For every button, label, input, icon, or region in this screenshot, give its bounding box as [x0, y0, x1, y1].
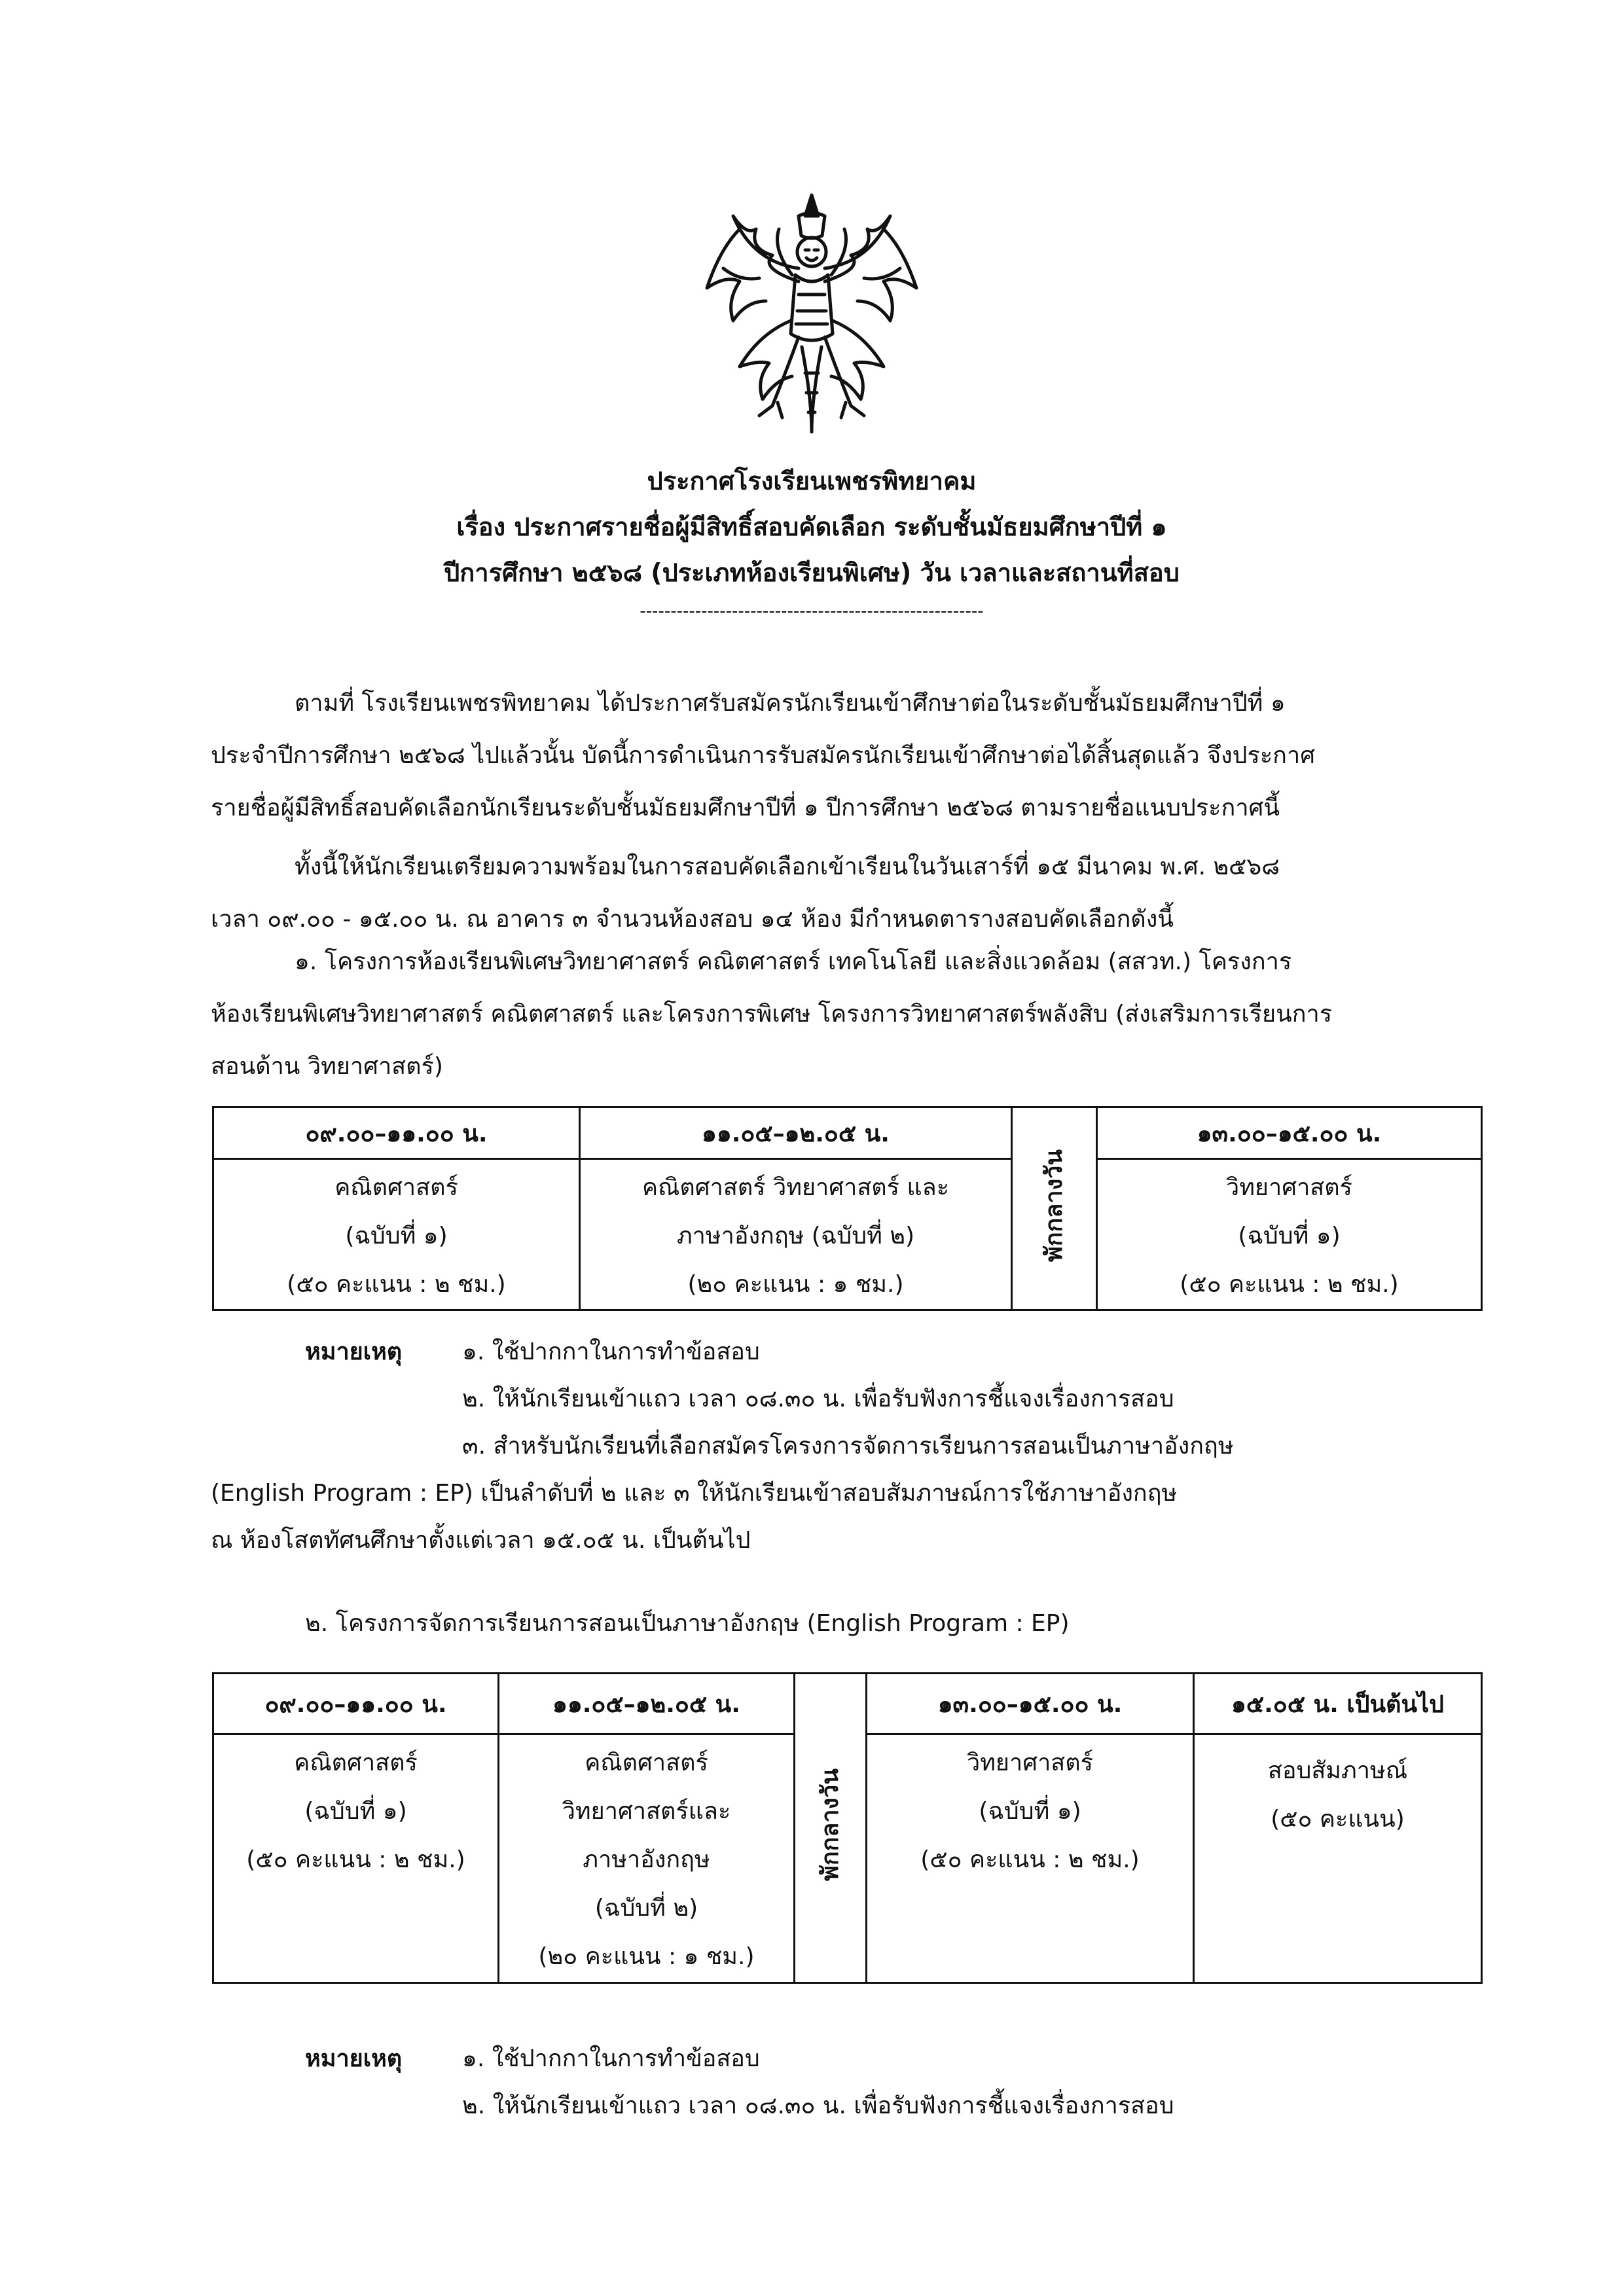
cell-line: (๒๐ คะแนน : ๑ ชม.): [538, 1943, 755, 1970]
paragraph-line: ตามที่ โรงเรียนเพชรพิทยาคม ได้ประกาศรับสมัครนักเรียนเข้าศึกษาต่อในระดับชั้นมัธยมศึกษาปีที่ ๑: [295, 690, 1286, 717]
garuda-emblem-icon: [694, 190, 929, 439]
table-cell: [867, 1734, 1194, 1983]
table-header: ๑๑.๐๕–๑๒.๐๕ น.: [580, 1107, 1012, 1159]
table-cell: [213, 1734, 499, 1983]
intro-paragraph-2: [211, 841, 1487, 946]
remark-item: ๓. สำหรับนักเรียนที่เลือกสมัครโครงการจัดการเรียนการสอนเป็นภาษาอังกฤษ: [462, 1433, 1234, 1460]
paragraph-line: สอนด้าน วิทยาศาสตร์): [211, 1053, 443, 1080]
program-1-description: [211, 936, 1487, 1093]
remark-item: ๑. ใช้ปากกาในการทำข้อสอบ: [462, 1338, 760, 1365]
cell-line: คณิตศาสตร์ วิทยาศาสตร์ และ: [641, 1174, 950, 1201]
table-header: ๑๓.๐๐–๑๕.๐๐ น.: [1097, 1107, 1482, 1159]
announcement-subject: เรื่อง ประกาศรายชื่อผู้มีสิทธิ์สอบคัดเลือก ระดับชั้นมัธยมศึกษาปีที่ ๑: [456, 512, 1167, 541]
table-cell: [580, 1159, 1012, 1310]
table-header: ๐๙.๐๐–๑๑.๐๐ น.: [213, 1674, 499, 1734]
paragraph-line: เวลา ๐๙.๐๐ - ๑๕.๐๐ น. ณ อาคาร ๓ จำนวนห้องสอบ ๑๔ ห้อง มีกำหนดตารางสอบคัดเลือกดังนี้: [211, 906, 1174, 933]
title-block: [196, 458, 1427, 624]
cell-line: (๒๐ คะแนน : ๑ ชม.): [687, 1271, 904, 1298]
announcement-title: ประกาศโรงเรียนเพชรพิทยาคม: [647, 467, 977, 495]
cell-line: (ฉบับที่ ๑): [979, 1798, 1081, 1825]
paragraph-line: ห้องเรียนพิเศษวิทยาศาสตร์ คณิตศาสตร์ และโครงการพิเศษ โครงการวิทยาศาสตร์พลังสิบ (ส่งเสริมการเรียนการ: [211, 1001, 1333, 1028]
cell-line: (๕๐ คะแนน : ๒ ชม.): [246, 1846, 465, 1873]
cell-line: (๕๐ คะแนน : ๒ ชม.): [920, 1846, 1140, 1873]
remarks-label: หมายเหตุ: [305, 1338, 403, 1365]
cell-line: (ฉบับที่ ๑): [345, 1223, 448, 1249]
cell-line: (๕๐ คะแนน : ๒ ชม.): [287, 1271, 506, 1298]
lunch-break-cell: [795, 1674, 867, 1983]
table-header: ๑๕.๐๕ น. เป็นต้นไป: [1194, 1674, 1482, 1734]
cell-line: (ฉบับที่ ๒): [594, 1895, 698, 1922]
remark-item: ๒. ให้นักเรียนเข้าแถว เวลา ๐๘.๓๐ น. เพื่อรับฟังการชี้แจงเรื่องการสอบ: [462, 2092, 1174, 2119]
intro-paragraph-1: [211, 677, 1487, 834]
remark-item: ๒. ให้นักเรียนเข้าแถว เวลา ๐๘.๓๐ น. เพื่อรับฟังการชี้แจงเรื่องการสอบ: [462, 1386, 1174, 1412]
remark-continuation: [211, 1470, 1177, 1564]
lunch-break-label: พักกลางวัน: [817, 1768, 844, 1882]
paragraph-line: ทั้งนี้ให้นักเรียนเตรียมความพร้อมในการสอบคัดเลือกเข้าเรียนในวันเสาร์ที่ ๑๕ มีนาคม พ.ศ. ๒๕๖๘: [295, 853, 1280, 880]
paragraph-line: ๑. โครงการห้องเรียนพิเศษวิทยาศาสตร์ คณิตศาสตร์ เทคโนโลยี และสิ่งแวดล้อม (สสวท.) โครงการ: [295, 948, 1292, 975]
cell-line: คณิตศาสตร์: [585, 1749, 708, 1776]
remarks-label: หมายเหตุ: [305, 2045, 403, 2072]
remarks-2: [305, 2036, 1174, 2130]
cell-line: วิทยาศาสตร์: [966, 1749, 1093, 1776]
remark-item: ๑. ใช้ปากกาในการทำข้อสอบ: [462, 2045, 760, 2072]
cell-line: (๕๐ คะแนน): [1271, 1806, 1405, 1833]
title-divider: --------------------------------------------------------: [640, 601, 984, 621]
paragraph-line: รายชื่อผู้มีสิทธิ์สอบคัดเลือกนักเรียนระดับชั้นมัธยมศึกษาปีที่ ๑ ปีการศึกษา ๒๕๖๘ ตามรายชื่อแนบประกาศนี้: [211, 795, 1280, 821]
remark-line: (English Program : EP) เป็นลำดับที่ ๒ และ ๓ ให้นักเรียนเข้าสอบสัมภาษณ์การใช้ภาษาอังกฤษ: [211, 1480, 1178, 1507]
announcement-subject-cont: ปีการศึกษา ๒๕๖๘ (ประเภทห้องเรียนพิเศษ) วัน เวลาและสถานที่สอบ: [444, 558, 1180, 587]
cell-line: คณิตศาสตร์: [334, 1174, 458, 1201]
table-cell: [499, 1734, 795, 1983]
remark-line: ณ ห้องโสตทัศนศึกษาตั้งแต่เวลา ๑๕.๐๕ น. เป็นต้นไป: [211, 1527, 751, 1554]
program-2-heading: ๒. โครงการจัดการเรียนการสอนเป็นภาษาอังกฤษ (English Program : EP): [305, 1610, 1070, 1637]
cell-line: (๕๐ คะแนน : ๒ ชม.): [1180, 1271, 1399, 1298]
cell-line: (ฉบับที่ ๑): [1238, 1223, 1341, 1249]
cell-line: คณิตศาสตร์: [294, 1749, 418, 1776]
cell-line: ภาษาอังกฤษ (ฉบับที่ ๒): [676, 1223, 915, 1249]
schedule-table-2: [212, 1672, 1483, 1984]
cell-line: ภาษาอังกฤษ: [583, 1846, 710, 1873]
cell-line: สอบสัมภาษณ์: [1267, 1757, 1408, 1784]
table-cell: [213, 1159, 580, 1310]
table-cell: [1194, 1734, 1482, 1983]
remarks-1: [305, 1329, 1234, 1470]
cell-line: วิทยาศาสตร์และ: [562, 1798, 731, 1825]
table-header: ๑๑.๐๕–๑๒.๐๕ น.: [499, 1674, 795, 1734]
lunch-break-label: พักกลางวัน: [1041, 1149, 1068, 1262]
schedule-table-1: [212, 1106, 1483, 1311]
paragraph-line: ประจำปีการศึกษา ๒๕๖๘ ไปแล้วนั้น บัดนี้การดำเนินการรับสมัครนักเรียนเข้าศึกษาต่อได้สิ้นสุดแล้ว จึงประกาศ: [211, 742, 1316, 769]
cell-line: วิทยาศาสตร์: [1225, 1174, 1352, 1201]
table-cell: [1097, 1159, 1482, 1310]
table-header: ๑๓.๐๐–๑๕.๐๐ น.: [867, 1674, 1194, 1734]
cell-line: (ฉบับที่ ๑): [304, 1798, 407, 1825]
lunch-break-cell: [1012, 1107, 1097, 1310]
table-header: ๐๙.๐๐–๑๑.๐๐ น.: [213, 1107, 580, 1159]
